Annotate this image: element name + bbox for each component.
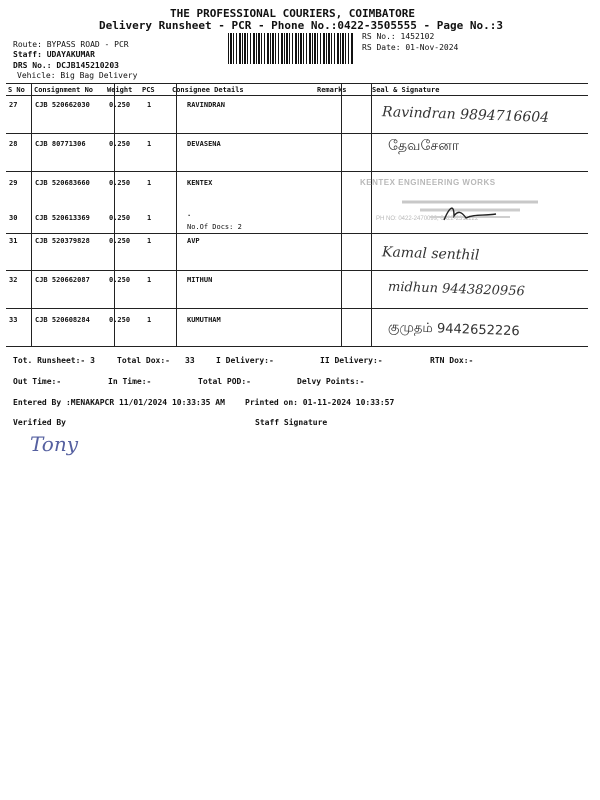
rs-date-label: RS Date: [362,43,401,52]
i-delivery: I Delivery:- [216,356,274,365]
table-row-sno: 27 [9,101,18,109]
ii-delivery: II Delivery:- [320,356,383,365]
signature-row-28: தேவசேனா [388,138,460,154]
staff-name: UDAYAKUMAR [46,50,95,59]
table-header-border [6,95,588,96]
col-header-consignment: Consignment No [34,86,94,94]
signature-row-29-30 [440,202,500,226]
col-divider [341,83,342,347]
table-row-consignment: CJB 520379828 [35,237,90,245]
table-row-weight: 0.250 [109,276,131,284]
table-row-pcs: 1 [147,140,152,148]
verified-signature: Tony [30,432,79,456]
barcode [228,33,354,64]
table-row-pcs: 1 [147,179,152,187]
rs-no-value: 1452102 [400,32,435,41]
table-row-consignee: DEVASENA [187,140,221,148]
table-row-weight: 0.250 [109,237,131,245]
company-title: THE PROFESSIONAL COURIERS, COIMBATORE [170,7,416,20]
table-row-sno: 31 [9,237,18,245]
drs-label: DRS No.: [13,61,52,70]
table-row-consignment: CJB 520662030 [35,101,90,109]
signature-row-32: midhun 9443820956 [387,279,526,300]
table-row-consignment: CJB 80771306 [35,140,86,148]
row-divider [6,133,588,134]
row-divider [6,171,588,172]
table-row-sno: 29 [9,179,18,187]
table-row-consignee: AVP [187,237,200,245]
total-dox-value: 33 [185,356,195,365]
staff-signature-label: Staff Signature [255,418,328,427]
col-header-sno: S No [8,86,25,94]
table-row-consignment: CJB 520662087 [35,276,90,284]
table-row-consignee: KUMUTHAM [187,316,221,324]
table-row-pcs: 1 [147,316,152,324]
drs-line [13,61,119,70]
vehicle-text: Vehicle: Big Bag Delivery [17,71,138,80]
table-row-consignment: CJB 520608284 [35,316,90,324]
verified-by-label: Verified By [13,418,66,427]
rs-no-line [362,32,434,41]
in-time: In Time:- [108,377,152,386]
stamp-company-name: KENTEX ENGINEERING WORKS [360,178,496,187]
table-row-sno: 33 [9,316,18,324]
col-header-remarks: Remarks [317,86,347,94]
table-row-sno: 32 [9,276,18,284]
rtn-dox: RTN Dox:- [430,356,474,365]
total-dox-label: Total Dox:- [117,356,170,365]
total-pod: Total POD:- [198,377,251,386]
signature-row-27: Ravindran 9894716604 [381,104,550,126]
out-time: Out Time:- [13,377,62,386]
table-row-weight: 0.250 [109,179,131,187]
rs-date-line [362,43,458,52]
table-row-pcs: 1 [147,101,152,109]
signature-row-33: குமுதம் 9442652226 [387,319,520,340]
rs-date-value: 01-Nov-2024 [405,43,459,52]
staff-label: Staff: [13,50,42,59]
table-row-consignment: CJB 520613369 [35,214,90,222]
table-row-consignment: CJB 520683660 [35,179,90,187]
delvy-points: Delvy Points:- [297,377,365,386]
table-row-weight: 0.250 [109,214,131,222]
row-divider [6,308,588,309]
col-divider [176,83,177,347]
col-divider [31,83,32,347]
col-header-pcs: PCS [142,86,155,94]
table-row-pcs: 1 [147,276,152,284]
col-header-consignee: Consignee Details [172,86,244,94]
table-row-consignee: MITHUN [187,276,213,284]
route-text: Route: BYPASS ROAD - PCR [13,40,129,49]
table-row-weight: 0.250 [109,140,131,148]
col-header-weight: Weight [107,86,133,94]
table-row-consignee: KENTEX [187,179,213,187]
staff-line [13,50,95,59]
row-divider [6,233,588,234]
table-row-pcs: 1 [147,237,152,245]
table-top-border [6,83,588,84]
drs-number: DCJB145210203 [56,61,119,70]
entered-by: Entered By :MENAKAPCR 11/01/2024 10:33:35 AM [13,398,225,407]
docs-count: No.Of Docs: 2 [187,223,242,231]
table-bottom-border [6,346,588,347]
runsheet-subtitle: Delivery Runsheet - PCR - Phone No.:0422-3505555 - Page No.:3 [99,19,503,32]
stamp-phone: PH NO: 0422-2470099, 0422-2311122 [376,216,479,222]
tot-runsheet: Tot. Runsheet:- 3 [13,356,95,365]
table-row-weight: 0.250 [109,101,131,109]
table-row-sno: 28 [9,140,18,148]
table-row-sno: 30 [9,214,18,222]
col-header-seal: Seal & Signature [372,86,440,94]
signature-row-31: Kamal senthil [381,244,480,264]
table-row-pcs: 1 [147,214,152,222]
table-row-consignee: RAVINDRAN [187,101,225,109]
rs-no-label: RS No.: [362,32,396,41]
row-divider [6,270,588,271]
printed-on: Printed on: 01-11-2024 10:33:57 [245,398,395,407]
table-row-consignee: . [187,210,192,218]
table-row-weight: 0.250 [109,316,131,324]
